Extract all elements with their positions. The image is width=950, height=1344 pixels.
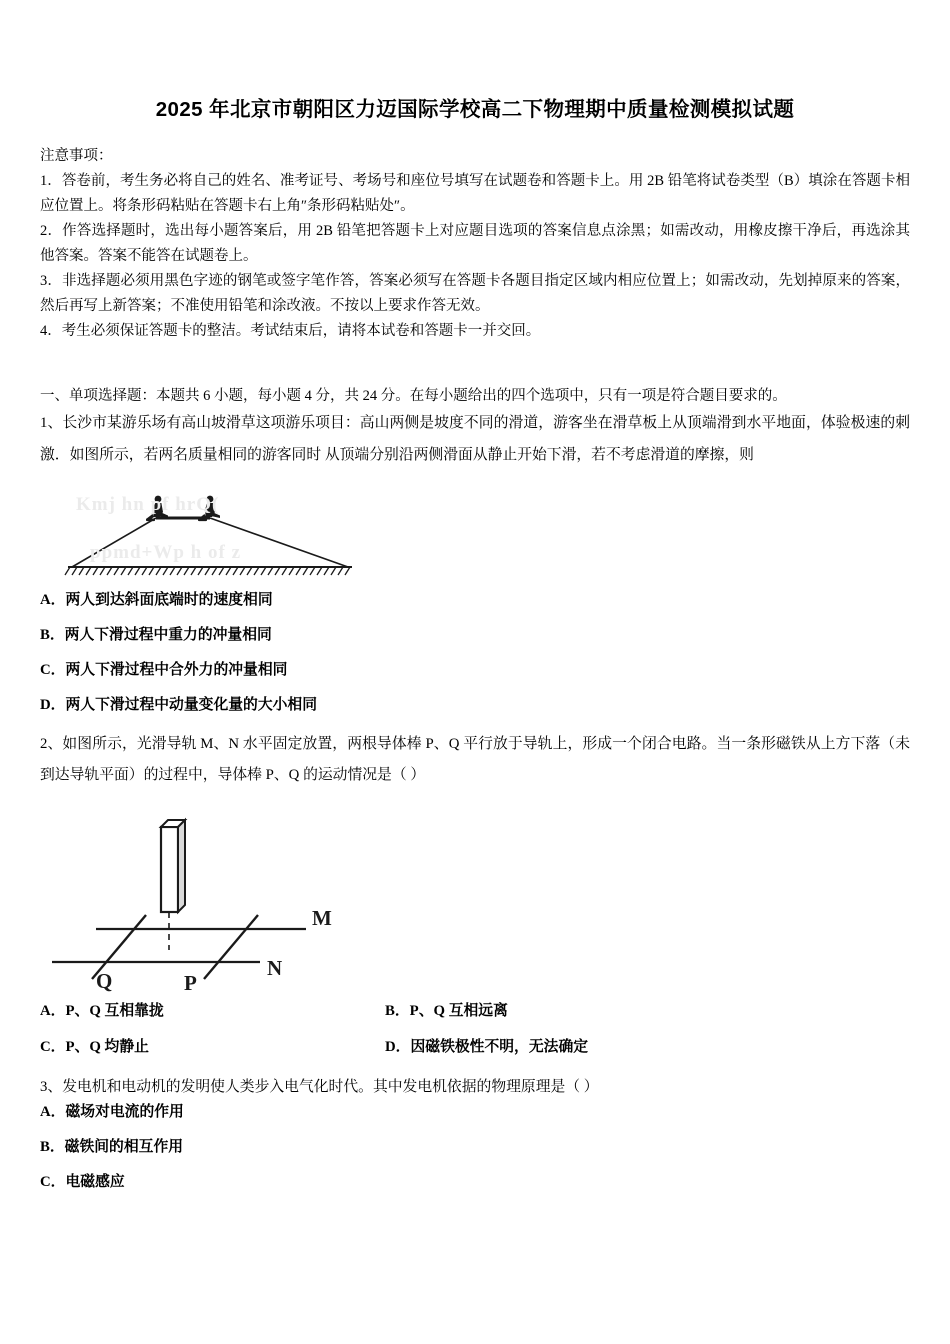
question-1-number: 1、 bbox=[40, 415, 63, 432]
question-2-option-row-1 bbox=[40, 1000, 910, 1022]
question-3-stem bbox=[40, 1073, 910, 1102]
notice-item-3: 3．非选择题必须用黑色字迹的钢笔或签字笔作答，答案必须写在答题卡各题目指定区域内相应位置上；如需改动，先划掉原来的答案，然后再写上新答案；不准使用铅笔和涂改液。不按以上要求作答无效。 bbox=[40, 272, 910, 314]
hill-slope-figure bbox=[50, 486, 390, 581]
question-3-text: 发电机和电动机的发明使人类步入电气化时代。其中发电机依据的物理原理是（ ） bbox=[62, 1078, 599, 1095]
question-2-option-c[interactable]: C．P、Q 均静止 bbox=[40, 1039, 149, 1056]
ground-hatching bbox=[65, 567, 350, 575]
question-3-option-c[interactable]: C．电磁感应 bbox=[40, 1174, 125, 1191]
question-3-option-a[interactable]: A．磁场对电流的作用 bbox=[40, 1104, 184, 1121]
question-1 bbox=[40, 408, 910, 716]
rails-magnet-svg bbox=[48, 812, 338, 992]
section-header-single-choice: 一、单项选择题：本题共 6 小题，每小题 4 分，共 24 分。在每小题给出的四个选项中，只有一项是符合题目要求的。 bbox=[40, 387, 787, 404]
question-1-option-b[interactable]: B．两人下滑过程中重力的冲量相同 bbox=[40, 626, 272, 643]
question-3-option-b[interactable]: B．磁铁间的相互作用 bbox=[40, 1139, 184, 1156]
notice-heading: 注意事项： bbox=[40, 147, 113, 164]
hill-slope-svg bbox=[50, 486, 390, 581]
page-title: 2025 年北京市朝阳区力迈国际学校高二下物理期中质量检测模拟试题 bbox=[155, 98, 795, 121]
question-1-text: 长沙市某游乐场有高山坡滑草这项游乐项目：高山两侧是坡度不同的滑道，游客坐在滑草板上从顶端滑到水平地面，体验极速的刺激．如图所示，若两名质量相同的游客同时 从顶端分别沿两侧滑面从静止开始下滑，若不考虑滑道的摩擦，则 bbox=[40, 415, 910, 464]
question-2-option-a[interactable]: A．P、Q 互相靠拢 bbox=[40, 1003, 164, 1020]
question-2-options bbox=[40, 1000, 910, 1058]
question-2-stem bbox=[40, 729, 910, 793]
question-1-option-a[interactable]: A．两人到达斜面底端时的速度相同 bbox=[40, 591, 273, 608]
watermark-text-2: ppmd+Wp h of z bbox=[90, 541, 241, 563]
question-1-options bbox=[40, 589, 910, 717]
rail-m-label: M bbox=[312, 906, 332, 931]
notice-block bbox=[40, 145, 910, 344]
rails-magnet-figure bbox=[48, 812, 338, 992]
watermark-text-1: Kmj hn pf hrQ( bbox=[76, 493, 220, 515]
rail-n-label: N bbox=[267, 956, 283, 981]
question-3-options bbox=[40, 1101, 910, 1194]
question-2-option-b[interactable]: B．P、Q 互相远离 bbox=[385, 1003, 508, 1020]
question-2-number: 2、 bbox=[40, 735, 63, 752]
question-1-option-d[interactable]: D．两人下滑过程中动量变化量的大小相同 bbox=[40, 696, 318, 713]
question-1-option-c[interactable]: C．两人下滑过程中合外力的冲量相同 bbox=[40, 661, 288, 678]
question-3 bbox=[40, 1073, 910, 1195]
question-3-number: 3、 bbox=[40, 1078, 63, 1095]
bar-q-label: Q bbox=[96, 969, 113, 993]
question-1-stem bbox=[40, 408, 910, 472]
question-2-option-d[interactable]: D．因磁铁极性不明，无法确定 bbox=[385, 1039, 589, 1056]
question-2-text: 如图所示，光滑导轨 M、N 水平固定放置，两根导体棒 P、Q 平行放于导轨上，形成一个闭合电路。当一条形磁铁从上方下落（未到达导轨平面）的过程中，导体棒 P、Q 的运动情况是（ ） bbox=[40, 735, 911, 784]
bar-magnet-icon bbox=[161, 820, 185, 912]
notice-item-2: 2．作答选择题时，选出每小题答案后，用 2B 铅笔把答题卡上对应题目选项的答案信息点涂黑；如需改动，用橡皮擦干净后，再选涂其他答案。答案不能答在试题卷上。 bbox=[40, 222, 910, 264]
bar-p-line bbox=[204, 915, 258, 979]
notice-item-4: 4．考生必须保证答题卡的整洁。考试结束后，请将本试卷和答题卡一并交回。 bbox=[40, 322, 541, 339]
bar-p-label: P bbox=[184, 971, 197, 993]
notice-item-1: 1．答卷前，考生务必将自己的姓名、准考证号、考场号和座位号填写在试题卷和答题卡上。用 2B 铅笔将试卷类型（B）填涂在答题卡相应位置上。将条形码粘贴在答题卡右上角″条形码粘贴处″。 bbox=[40, 173, 910, 214]
question-2-option-row-2 bbox=[40, 1036, 910, 1058]
question-2 bbox=[40, 729, 910, 1059]
